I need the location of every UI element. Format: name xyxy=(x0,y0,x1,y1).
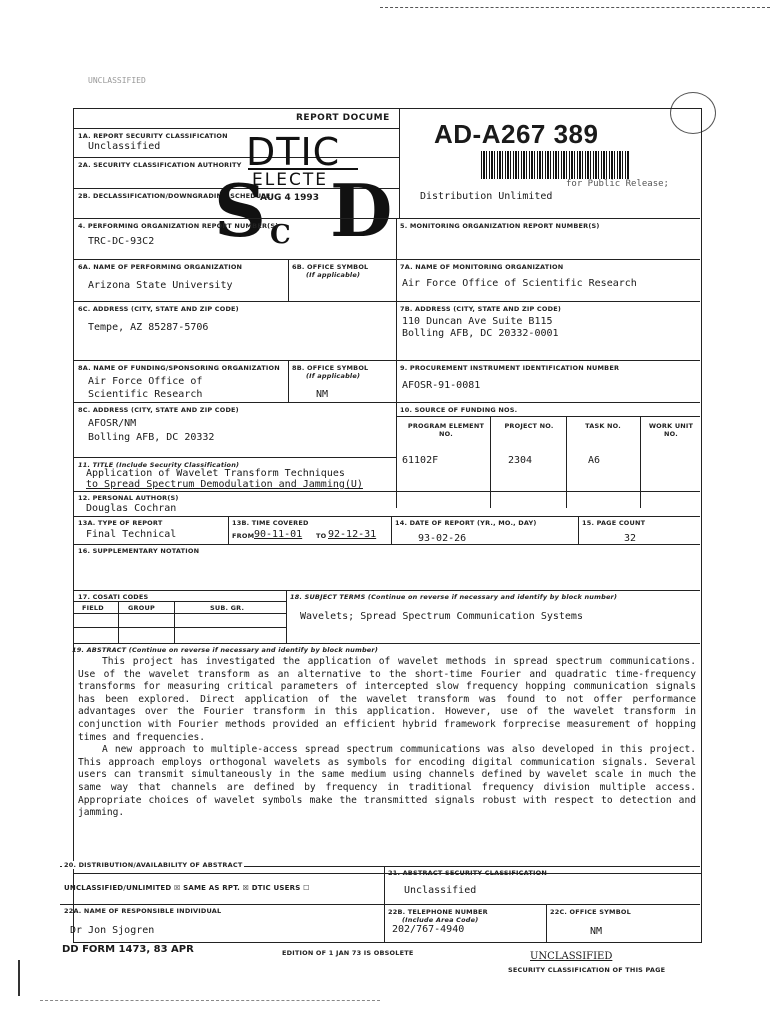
field-10-program-value: 61102F xyxy=(402,455,439,466)
field-15-label: 15. PAGE COUNT xyxy=(582,519,646,527)
field-18-label: 18. SUBJECT TERMS (Continue on reverse if necessary and identify by block number) xyxy=(290,593,618,601)
field-22b-label: 22B. TELEPHONE NUMBER xyxy=(388,908,488,916)
field-12-value: Douglas Cochran xyxy=(86,503,177,514)
field-21-value: Unclassified xyxy=(404,885,477,896)
abstract-paragraph-1: This project has investigated the application of wavelet methods in spread spectrum communications. Use of the wavelet transform as an alternative to the short-time Fourier and quadratic time-frequency transforms for measuring critical parameters of intercepted slow frequency hopping communication signals has been explored. Direct application of the wavelet transform was found to not offer performance advantages over the Fourier transform in this application. However, use of the wavelet transform in conjunction with Fourier methods provided an efficient hybrid framework forprecise measurement of hopping times and frequencies. xyxy=(78,656,696,743)
field-3-value: Distribution Unlimited xyxy=(420,191,553,202)
field-3-partial: for Public Release; xyxy=(566,179,669,189)
top-classification-faint: UNCLASSIFIED xyxy=(88,76,146,85)
field-8b-value: NM xyxy=(316,389,329,400)
field-5-label: 5. MONITORING ORGANIZATION REPORT NUMBER(S) xyxy=(400,222,600,230)
electe-stamp: ELECTE xyxy=(252,170,328,190)
field-1a-value: Unclassified xyxy=(88,141,161,152)
field-22c-value: NM xyxy=(590,926,603,937)
field-7a-value: Air Force Office of Scientific Research xyxy=(402,278,637,289)
scan-edge-top xyxy=(380,7,770,8)
field-9-label: 9. PROCUREMENT INSTRUMENT IDENTIFICATION NUMBER xyxy=(400,364,620,372)
edition-note: EDITION OF 1 JAN 73 IS OBSOLETE xyxy=(282,949,414,957)
field-22b-sub: (Include Area Code) xyxy=(402,916,479,924)
field-17-group: GROUP xyxy=(128,604,155,612)
field-15-value: 32 xyxy=(624,533,637,544)
field-6a-label: 6A. NAME OF PERFORMING ORGANIZATION xyxy=(78,263,243,271)
field-11-line2: to Spread Spectrum Demodulation and Jamming(U) xyxy=(86,479,363,490)
field-9-value: AFOSR-91-0081 xyxy=(402,380,481,391)
field-10-work: WORK UNIT NO. xyxy=(648,422,694,438)
footer-security: SECURITY CLASSIFICATION OF THIS PAGE xyxy=(508,966,666,974)
field-10-program: PROGRAM ELEMENT NO. xyxy=(407,422,485,438)
field-17-subgr: SUB. GR. xyxy=(210,604,245,612)
scan-mark-left xyxy=(18,960,20,996)
field-16-label: 16. SUPPLEMENTARY NOTATION xyxy=(78,547,200,555)
field-7a-label: 7A. NAME OF MONITORING ORGANIZATION xyxy=(400,263,564,271)
field-14-label: 14. DATE OF REPORT (YR., MO., DAY) xyxy=(395,519,537,527)
field-8a-label: 8A. NAME OF FUNDING/SPONSORING ORGANIZATION xyxy=(78,364,280,372)
field-2b-label: 2B. DECLASSIFICATION/DOWNGRADING SCHEDULE xyxy=(78,192,271,200)
field-2a-label: 2A. SECURITY CLASSIFICATION AUTHORITY xyxy=(78,161,242,169)
field-10-task: TASK NO. xyxy=(585,422,621,430)
stamp-date: AUG 4 1993 xyxy=(260,193,319,203)
field-7b-line1: 110 Duncan Ave Suite B115 xyxy=(402,316,553,327)
field-21-label: 21. ABSTRACT SECURITY CLASSIFICATION xyxy=(388,869,547,877)
form-number: DD FORM 1473, 83 APR xyxy=(62,944,194,955)
stamp-letter-d: D xyxy=(330,168,393,253)
field-14-value: 93-02-26 xyxy=(418,533,467,544)
field-6c-label: 6C. ADDRESS (CITY, STATE AND ZIP CODE) xyxy=(78,305,239,313)
field-19-label: 19. ABSTRACT (Continue on reverse if necessary and identify by block number) xyxy=(72,646,378,654)
field-1a-label: 1A. REPORT SECURITY CLASSIFICATION xyxy=(78,132,228,140)
field-8b-sub: (If applicable) xyxy=(306,372,361,380)
abstract-paragraph-2: A new approach to multiple-access spread spectrum communications was also developed in this project. This approach employs orthogonal wavelets as symbols for encoding digital communication signals. Several users can transmit simultaneously in the same medium using channels defined by wavelet scale in much the same way that channels are defined by frequency in traditional frequency division multiple access. Appropriate choices of wavelet symbols make the transmitted signals robust with respect to detection and jamming. xyxy=(78,744,696,819)
field-22b-value: 202/767-4940 xyxy=(392,924,465,935)
field-13b-from: FROM xyxy=(232,532,255,540)
report-doc-title: REPORT DOCUME xyxy=(296,113,390,123)
field-10-project-value: 2304 xyxy=(508,455,533,466)
stamp-letter-c: C xyxy=(270,220,291,250)
field-22a-label: 22A. NAME OF RESPONSIBLE INDIVIDUAL xyxy=(64,907,222,915)
field-8c-line1: AFOSR/NM xyxy=(88,418,137,429)
field-8c-line2: Bolling AFB, DC 20332 xyxy=(88,432,215,443)
field-8a-line1: Air Force Office of xyxy=(88,376,203,387)
field-10-project: PROJECT NO. xyxy=(504,422,554,430)
field-11-label: 11. TITLE (Include Security Classification) xyxy=(78,461,240,469)
abstract-body xyxy=(78,656,696,820)
field-10-task-value: A6 xyxy=(588,455,601,466)
field-13b-label: 13B. TIME COVERED xyxy=(232,519,309,527)
stamp-letter-s: S xyxy=(214,168,266,253)
field-4-label: 4. PERFORMING ORGANIZATION REPORT NUMBER(S) xyxy=(78,222,279,230)
ad-number: AD-A267 389 xyxy=(434,119,599,149)
field-17-label: 17. COSATI CODES xyxy=(78,593,149,601)
field-20-options: UNCLASSIFIED/UNLIMITED ☒ SAME AS RPT. ☒ DTIC USERS ☐ xyxy=(64,884,310,892)
field-7b-label: 7B. ADDRESS (CITY, STATE AND ZIP CODE) xyxy=(400,305,562,313)
field-12-label: 12. PERSONAL AUTHOR(S) xyxy=(78,494,179,502)
field-18-value: Wavelets; Spread Spectrum Communication Systems xyxy=(300,611,583,622)
field-6b-sub: (If applicable) xyxy=(306,271,361,279)
scan-edge-bottom xyxy=(40,1000,380,1001)
field-13a-value: Final Technical xyxy=(86,529,177,540)
field-22a-value: Dr Jon Sjogren xyxy=(70,925,155,936)
field-8b-label: 8B. OFFICE SYMBOL xyxy=(292,364,369,372)
dtic-stamp: DTIC xyxy=(246,130,341,174)
field-6c-value: Tempe, AZ 85287-5706 xyxy=(88,322,209,333)
field-13a-label: 13A. TYPE OF REPORT xyxy=(78,519,163,527)
field-11-line1: Application of Wavelet Transform Techniques xyxy=(86,468,345,479)
field-10-label: 10. SOURCE OF FUNDING NOS. xyxy=(400,406,518,414)
field-7b-line2: Bolling AFB, DC 20332-0001 xyxy=(402,328,559,339)
field-6b-label: 6B. OFFICE SYMBOL xyxy=(292,263,369,271)
field-13b-to-value: 92-12-31 xyxy=(328,529,377,540)
barcode xyxy=(481,151,629,179)
field-13b-from-value: 90-11-01 xyxy=(254,529,303,540)
field-20-label: 20. DISTRIBUTION/AVAILABILITY OF ABSTRACT xyxy=(64,861,243,869)
footer-unclassified: UNCLASSIFIED xyxy=(530,951,613,962)
field-22c-label: 22C. OFFICE SYMBOL xyxy=(550,908,631,916)
field-4-value: TRC-DC-93C2 xyxy=(88,236,155,247)
field-8c-label: 8C. ADDRESS (CITY, STATE AND ZIP CODE) xyxy=(78,406,239,414)
field-6a-value: Arizona State University xyxy=(88,280,233,291)
field-13b-to: TO xyxy=(316,532,327,540)
field-17-field: FIELD xyxy=(82,604,104,612)
field-8a-line2: Scientific Research xyxy=(88,389,203,400)
